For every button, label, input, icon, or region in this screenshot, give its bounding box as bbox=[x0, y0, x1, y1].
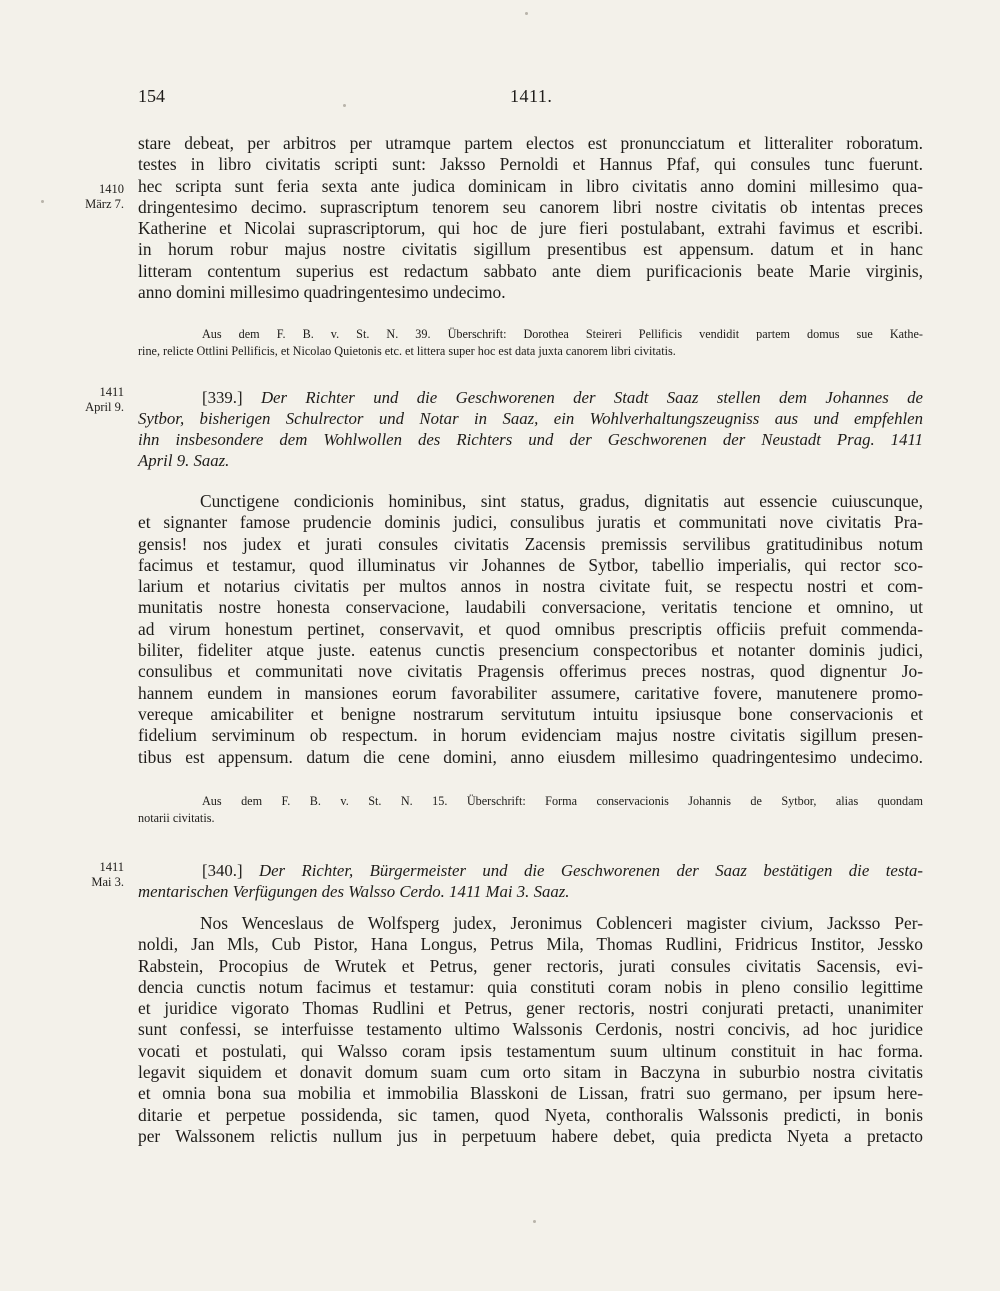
margin-date-year: 1411 bbox=[99, 385, 124, 399]
text-line: Rabstein, Procopius de Wrutek et Petrus, gener rectoris, jurati consules civitatis Sacensis, evi- bbox=[138, 955, 923, 976]
note-line: notarii civitatis. bbox=[138, 811, 215, 825]
source-note bbox=[138, 793, 923, 827]
paper-speck bbox=[343, 104, 346, 107]
paper-speck bbox=[41, 200, 44, 203]
text-line: per Walssonem relictis nullum jus in perpetuum habere debet, quia predicta Nyeta a pretacto bbox=[138, 1125, 923, 1146]
note-line: Aus dem F. B. v. St. N. 15. Überschrift: Forma conservacionis Johannis de Sytbor, alias quondam bbox=[202, 794, 923, 808]
text-line: biliter, fideliter atque juste. eatenus cunctis presencium conspectoribus et notanter dominis judici, bbox=[138, 640, 923, 661]
text-line: dencia cunctis notum facimus et testamur: quia constituti coram nobis in pleno consilio legittime bbox=[138, 976, 923, 997]
heading-text: Der Richter, Bürgermeister und die Geschworenen der Saaz bestätigen die testa- bbox=[258, 861, 923, 880]
margin-date bbox=[58, 182, 124, 212]
text-line: Katherine et Nicolai suprascriptorum, qui hoc de jure fieri postulabant, extrahi favimus et escribi. bbox=[138, 218, 923, 239]
text-line: noldi, Jan Mls, Cub Pistor, Hana Longus, Petrus Mila, Thomas Rudlini, Fridricus Institor, Jessko bbox=[138, 934, 923, 955]
document-339-heading bbox=[138, 387, 923, 471]
text-line: consulibus et communitati nove civitatis Pragensis offerimus preces nostras, quod dignentur Jo- bbox=[138, 661, 923, 682]
text-line: munitatis nostre honesta conservacione, laudabili conversacione, veritatis tencione et omnino, ut bbox=[138, 597, 923, 618]
text-line: testes in libro civitatis scripti sunt: Jaksso Pernoldi et Hannus Pfaf, qui consules tunc fuerunt. bbox=[138, 154, 923, 175]
document-number: [339.] bbox=[202, 388, 243, 407]
text-line: vocati et postulati, qui Walsso coram ipsis testamentum suum ultinum constituit in hac forma. bbox=[138, 1040, 923, 1061]
text-line: hec scripta sunt feria sexta ante judica dominicam in libro civitatis anno domini millesimo qua- bbox=[138, 175, 923, 196]
text-line: ad virum honestum pertinet, conservavit, et quod omnibus prescriptis officiis prefuit commenda- bbox=[138, 618, 923, 639]
header-year: 1411. bbox=[510, 86, 553, 106]
heading-line: Sytbor, bisherigen Schulrector und Notar in Saaz, ein Wohlverhaltungszeugniss aus und empfehlen bbox=[138, 409, 923, 428]
note-line: Aus dem F. B. v. St. N. 39. Überschrift: Dorothea Steireri Pellificis vendidit partem domus sue Kathe- bbox=[202, 327, 923, 341]
text-line: larium et notarius civitatis per multos annos in nostra civitate fuit, se respectu nostri et com- bbox=[138, 576, 923, 597]
text-line: et omnia bona sua mobilia et immobilia Blasskoni de Lissan, fratri suo germano, per ipsum here- bbox=[138, 1083, 923, 1104]
text-line: dringentesimo decimo. suprascriptum tenorem seu canorem libri nostre civitatis ob intentas preces bbox=[138, 196, 923, 217]
text-line: gensis! nos judex et jurati consules civitatis Zacensis premissis servilibus gratitudinibus notum bbox=[138, 533, 923, 554]
text-line: litteram contentum superius est redactum sabbato ante diem purificacionis beate Marie virginis, bbox=[138, 260, 923, 281]
text-line: hannem eundem in mansiones eorum favorabiliter assumere, caritative fovere, manutenere promo- bbox=[138, 682, 923, 703]
heading-line: mentarischen Verfügungen des Walsso Cerdo. 1411 Mai 3. Saaz. bbox=[138, 882, 570, 901]
text-line: facimus et testamur, quod illuminatus vir Johannes de Sytbor, tabellio imperialis, qui rector sco- bbox=[138, 554, 923, 575]
text-line: stare debeat, per arbitros per utramque partem electos est pronuncciatum et litteraliter roboratum. bbox=[138, 133, 923, 153]
document-number: [340.] bbox=[202, 861, 243, 880]
margin-date bbox=[58, 385, 124, 415]
paper-speck bbox=[525, 12, 528, 15]
heading-line bbox=[138, 860, 923, 881]
document-339-body bbox=[138, 491, 923, 768]
text-line: fidelium serviminum ob respectum. in horum evidenciam majus nostre civitatis sigillum presen- bbox=[138, 725, 923, 746]
text-line: legavit siquidem et donavit domum suam cum orto sitam in Baczyna in suburbio nostra civitatis bbox=[138, 1062, 923, 1083]
margin-date-day: April 9. bbox=[85, 400, 124, 414]
heading-line: April 9. Saaz. bbox=[138, 451, 230, 470]
text-line: Nos Wenceslaus de Wolfsperg judex, Jeronimus Coblenceri magister civium, Jacksso Per- bbox=[200, 913, 923, 933]
heading-line: ihn insbesondere dem Wohlwollen des Richters und der Geschworenen der Neustadt Prag. 1411 bbox=[138, 430, 923, 449]
margin-date-day: März 7. bbox=[85, 197, 124, 211]
margin-date bbox=[58, 860, 124, 890]
document-340-heading bbox=[138, 860, 923, 902]
text-line: Cunctigene condicionis hominibus, sint status, gradus, dignitatis aut essencie cuiuscunque, bbox=[200, 491, 923, 511]
margin-date-year: 1410 bbox=[99, 182, 124, 196]
document-340-body bbox=[138, 913, 923, 1147]
text-line: tibus est appensum. datum die cene domini, anno eiusdem millesimo quadringentesimo undecimo. bbox=[138, 746, 923, 767]
heading-line bbox=[138, 387, 923, 408]
heading-text: Der Richter und die Geschworenen der Stadt Saaz stellen dem Johannes de bbox=[260, 388, 923, 407]
continued-text-block bbox=[138, 133, 923, 303]
text-line: et signanter famose prudencie dominis judici, consulibus juratis et communitati nove civitatis Pra- bbox=[138, 512, 923, 533]
source-note bbox=[138, 326, 923, 360]
text-line: ditarie et perpetue possidenda, sic tamen, quod Nyeta, conthoralis Walssonis predicti, in bonis bbox=[138, 1104, 923, 1125]
margin-date-day: Mai 3. bbox=[91, 875, 124, 889]
text-line: sunt confessi, se interfuisse testamento ultimo Walssonis Cerdonis, nostri concivis, ad hoc juridice bbox=[138, 1019, 923, 1040]
text-line: in horum robur majus nostre civitatis sigillum presentibus est appensum. datum et in hanc bbox=[138, 239, 923, 260]
margin-date-year: 1411 bbox=[99, 860, 124, 874]
page-number: 154 bbox=[138, 86, 165, 106]
note-line: rine, relicte Ottlini Pellificis, et Nicolao Quietonis etc. et littera super hoc est data juxta canorem libri civitatis. bbox=[138, 344, 676, 358]
running-header bbox=[138, 86, 928, 112]
text-line: vereque amicabiliter et benigne nostrarum servitutum intuitu ipsiusque bone conservacionis et bbox=[138, 703, 923, 724]
text-line: et juridice vigorato Thomas Rudlini et Petrus, gener rectoris, nostri conjurati pretacti, unanimiter bbox=[138, 998, 923, 1019]
paper-speck bbox=[533, 1220, 536, 1223]
text-line: anno domini millesimo quadringentesimo undecimo. bbox=[138, 282, 506, 303]
